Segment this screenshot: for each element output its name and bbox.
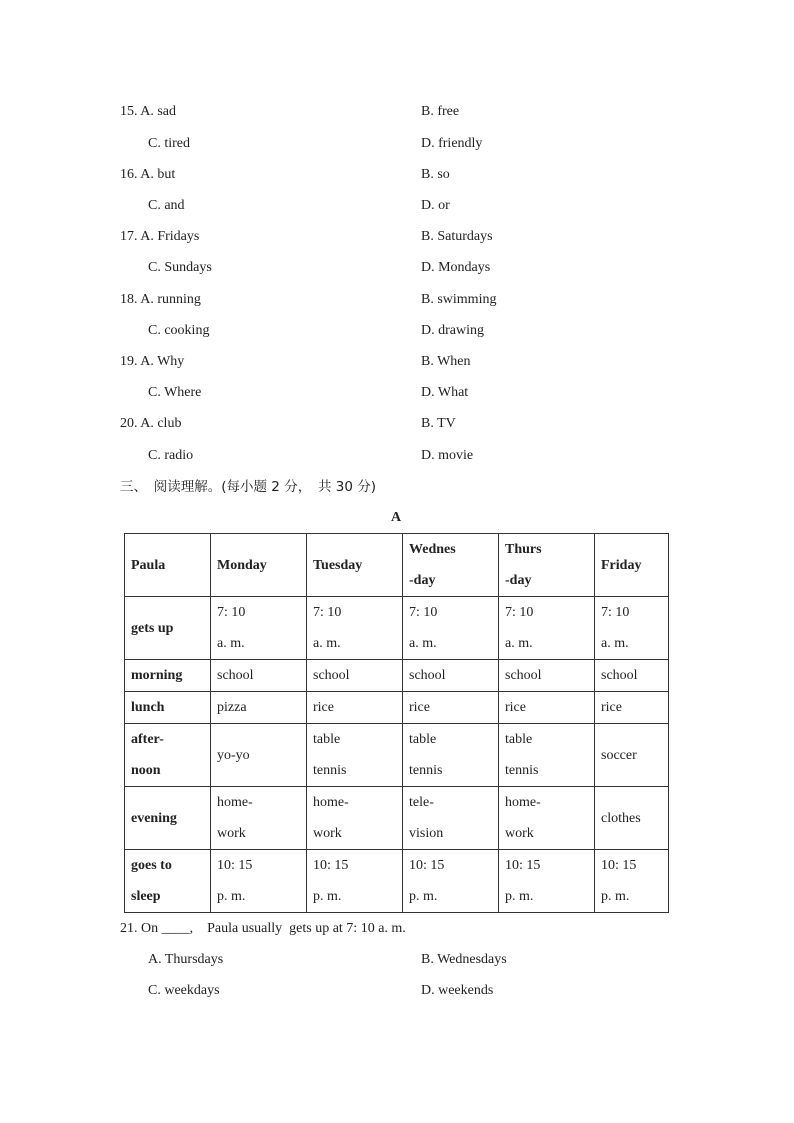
q15-option-b: B. free — [421, 104, 460, 119]
table-cell: pizza — [211, 692, 307, 724]
table-cell: 7: 10 a. m. — [499, 597, 595, 660]
table-header-row — [125, 534, 669, 597]
q18-option-c: C. cooking — [148, 323, 210, 338]
table-cell: 7: 10 a. m. — [595, 597, 669, 660]
table-row-label: evening — [125, 787, 211, 850]
table-cell: home- work — [211, 787, 307, 850]
q20-option-c: C. radio — [148, 448, 194, 463]
q21-stem: 21. On ____, Paula usually gets up at 7: 10 a. m. — [120, 921, 406, 936]
q18-option-d: D. drawing — [421, 323, 484, 338]
table-cell: school — [499, 660, 595, 692]
table-row — [125, 724, 669, 787]
table-row — [125, 692, 669, 724]
table-cell: 10: 15 p. m. — [307, 850, 403, 913]
table-cell: rice — [307, 692, 403, 724]
q17-option-a: 17. A. Fridays — [120, 229, 200, 244]
schedule-table — [124, 533, 669, 913]
table-cell: clothes — [595, 787, 669, 850]
table-cell: school — [211, 660, 307, 692]
table-header-cell: Paula — [125, 534, 211, 597]
table-cell: rice — [595, 692, 669, 724]
table-cell: 7: 10 a. m. — [307, 597, 403, 660]
table-row — [125, 787, 669, 850]
table-row-label: after- noon — [125, 724, 211, 787]
q19-option-d: D. What — [421, 385, 469, 400]
table-cell: school — [307, 660, 403, 692]
table-cell: table tennis — [499, 724, 595, 787]
q17-option-d: D. Mondays — [421, 260, 491, 275]
table-cell: 10: 15 p. m. — [211, 850, 307, 913]
table-cell: 10: 15 p. m. — [595, 850, 669, 913]
table-row-label: gets up — [125, 597, 211, 660]
q15-option-d: D. friendly — [421, 136, 483, 151]
passage-label: A — [391, 510, 402, 525]
table-row-label: goes to sleep — [125, 850, 211, 913]
q17-option-c: C. Sundays — [148, 260, 212, 275]
table-cell: school — [403, 660, 499, 692]
table-row — [125, 850, 669, 913]
q15-option-a: 15. A. sad — [120, 104, 177, 119]
table-cell: soccer — [595, 724, 669, 787]
q21-option-a: A. Thursdays — [148, 952, 224, 967]
table-cell: 10: 15 p. m. — [403, 850, 499, 913]
table-cell: table tennis — [403, 724, 499, 787]
table-cell: school — [595, 660, 669, 692]
table-cell: 7: 10 a. m. — [403, 597, 499, 660]
table-header-cell: Tuesday — [307, 534, 403, 597]
q21-option-c: C. weekdays — [148, 983, 220, 998]
table-row-label: morning — [125, 660, 211, 692]
table-row-label: lunch — [125, 692, 211, 724]
q19-option-b: B. When — [421, 354, 471, 369]
table-cell: tele- vision — [403, 787, 499, 850]
q15-option-c: C. tired — [148, 136, 190, 151]
table-cell: home- work — [307, 787, 403, 850]
table-cell: home- work — [499, 787, 595, 850]
section-heading: 三、 阅读理解。(每小题 2 分， 共 30 分) — [120, 479, 376, 495]
table-cell: 7: 10 a. m. — [211, 597, 307, 660]
q18-option-b: B. swimming — [421, 292, 497, 307]
table-cell: rice — [403, 692, 499, 724]
table-cell: 10: 15 p. m. — [499, 850, 595, 913]
table-header-cell: Monday — [211, 534, 307, 597]
table-header-cell: Thurs -day — [499, 534, 595, 597]
table-header-cell: Friday — [595, 534, 669, 597]
table-row — [125, 660, 669, 692]
table-header-cell: Wednes -day — [403, 534, 499, 597]
q16-option-d: D. or — [421, 198, 450, 213]
table-row — [125, 597, 669, 660]
q19-option-a: 19. A. Why — [120, 354, 185, 369]
q17-option-b: B. Saturdays — [421, 229, 493, 244]
q21-option-d: D. weekends — [421, 983, 494, 998]
q16-option-b: B. so — [421, 167, 450, 182]
q20-option-a: 20. A. club — [120, 416, 182, 431]
q20-option-d: D. movie — [421, 448, 474, 463]
table-cell: rice — [499, 692, 595, 724]
q19-option-c: C. Where — [148, 385, 202, 400]
q16-option-a: 16. A. but — [120, 167, 176, 182]
table-cell: yo-yo — [211, 724, 307, 787]
table-cell: table tennis — [307, 724, 403, 787]
q20-option-b: B. TV — [421, 416, 456, 431]
q16-option-c: C. and — [148, 198, 185, 213]
q21-option-b: B. Wednesdays — [421, 952, 507, 967]
q18-option-a: 18. A. running — [120, 292, 201, 307]
